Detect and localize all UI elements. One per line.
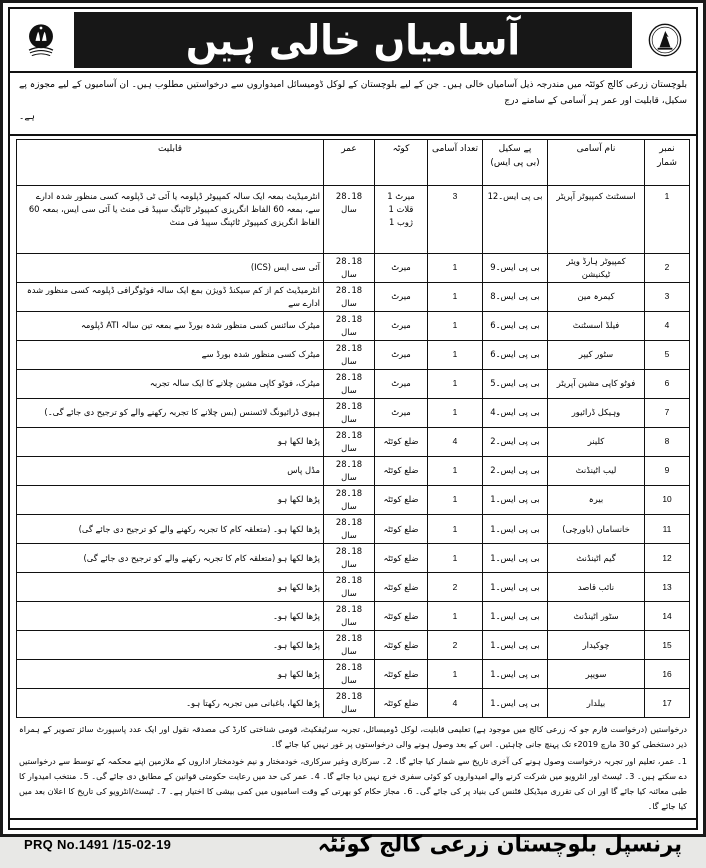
cell-age: 18۔28 سال xyxy=(324,253,375,282)
cell-serial: 17 xyxy=(645,689,690,718)
cell-pay-scale: بی پی ایس۔9 xyxy=(483,253,548,282)
cell-pay-scale: بی پی ایس۔1 xyxy=(483,515,548,544)
cell-quota: ضلع کوئٹہ xyxy=(375,660,428,689)
cell-serial: 9 xyxy=(645,456,690,485)
quota-item: قلات 1 xyxy=(388,203,414,214)
note-item: 2۔ سرکاری وغیر سرکاری، خودمختار و نیم خودمختار اداروں کے ملازمین اپنے محکمہ کے توسط سے درخواستیں دے سکتے ہیں۔ xyxy=(19,756,688,782)
cell-age: 18۔28 سال xyxy=(324,515,375,544)
notes-paragraph: درخواستیں (درخواست فارم جو کہ زرعی کالج میں موجود ہے) تعلیمی قابلیت، لوکل ڈومیسائل، تجربہ سرٹیفکیٹ، قومی شناختی کارڈ کی مصدقہ نقول اور ایک عدد پاسپورٹ سائز تصویر کے ہمراہ ذیر دستخطی کو 30 مارچ 2019ء تک پہنچ جانی چاہئیں۔ اس کے بعد وصول ہونے والی درخواستوں پر غور نہیں کیا جائے گا۔ xyxy=(19,724,687,750)
cell-quota: ضلع کوئٹہ xyxy=(375,485,428,514)
cell-qualification: پڑھا لکھا ہو xyxy=(17,485,324,514)
jobs-table-container xyxy=(10,136,696,719)
cell-serial: 5 xyxy=(645,340,690,369)
cell-pay-scale: بی پی ایس۔1 xyxy=(483,573,548,602)
cell-vacancy-count: 1 xyxy=(428,602,483,631)
cell-vacancy-count: 1 xyxy=(428,253,483,282)
signature-principal: پرنسپل بلوچستان زرعی کالج کوئٹہ xyxy=(317,831,682,857)
cell-qualification: پڑھا لکھا ہو xyxy=(17,573,324,602)
cell-post-name: سویپر xyxy=(548,660,645,689)
quota-item: ژوب 1 xyxy=(389,216,413,227)
table-row xyxy=(17,398,690,427)
cell-serial: 13 xyxy=(645,573,690,602)
cell-quota: میرٹ xyxy=(375,369,428,398)
cell-vacancy-count: 1 xyxy=(428,515,483,544)
advertisement-frame xyxy=(8,7,698,857)
cell-serial: 10 xyxy=(645,485,690,514)
cell-qualification: انٹرمیڈیٹ بمعہ ایک سالہ کمپیوٹر ڈپلومہ یا آئی ٹی ڈپلومہ کسی منظور شدہ ادارے سے، بمعہ 60 الفاظ انگریزی کمپیوٹر ٹائپنگ سپیڈ فی منٹ یا آئی سی ایس، بمعہ 60 الفاظ انگریزی کمپیوٹر ٹائپنگ سپیڈ فی منٹ xyxy=(17,185,324,253)
cell-age: 18۔28 سال xyxy=(324,544,375,573)
cell-age: 18۔28 سال xyxy=(324,311,375,340)
header-age: عمر xyxy=(324,139,375,185)
cell-age: 18۔28 سال xyxy=(324,185,375,253)
header-quota: کوٹہ xyxy=(375,139,428,185)
cell-pay-scale: بی پی ایس۔5 xyxy=(483,369,548,398)
note-item: 3۔ ٹیسٹ اور انٹرویو میں شرکت کرنے والے امیدواروں کو کوئی سفری خرچ نہیں دیا جائے گا۔ xyxy=(319,771,635,782)
cell-vacancy-count: 1 xyxy=(428,485,483,514)
note-item: 5۔ منتخب امیدوار کا طبی معائنہ کیا جائے گا اور ان کی تقرری میڈیکل فٹنس کی بنیاد پر کی جائے گی۔ xyxy=(19,771,687,797)
table-row xyxy=(17,573,690,602)
header-pay-scale-sub: (بی پی ایس) xyxy=(490,157,540,168)
cell-age: 18۔28 سال xyxy=(324,282,375,311)
intro-text: بلوچستان زرعی کالج کوئٹہ میں مندرجہ ذیل آسامیاں خالی ہیں۔ جن کے لیے بلوچستان کے لوکل ڈومیسائل امیدواروں سے درخواستیں مطلوب ہیں۔ ان آسامیوں کے لیے مجوزہ پے سکیل، قابلیت اور عمر ہر آسامی کے سامنے درج xyxy=(19,80,687,106)
header-pay-scale-main: پے سکیل xyxy=(498,143,532,154)
table-row xyxy=(17,282,690,311)
cell-qualification: پڑھا لکھا، باغبانی میں تجربہ رکھتا ہو۔ xyxy=(17,689,324,718)
cell-pay-scale: بی پی ایس۔1 xyxy=(483,602,548,631)
cell-vacancy-count: 1 xyxy=(428,369,483,398)
cell-serial: 12 xyxy=(645,544,690,573)
cell-qualification: ہیوی ڈرائیونگ لائسنس (بس چلانے کا تجربہ رکھنے والے کو ترجیح دی جائے گی۔) xyxy=(17,398,324,427)
header-banner xyxy=(10,9,696,73)
cell-pay-scale: بی پی ایس۔1 xyxy=(483,631,548,660)
cell-post-name: سٹور کیپر xyxy=(548,340,645,369)
cell-qualification: پڑھا لکھا ہو xyxy=(17,660,324,689)
prq-number: PRQ No.1491 /15-02-19 xyxy=(24,836,172,852)
cell-vacancy-count: 1 xyxy=(428,340,483,369)
cell-quota: میرٹ xyxy=(375,253,428,282)
cell-pay-scale: بی پی ایس۔2 xyxy=(483,456,548,485)
quota-list xyxy=(378,190,424,229)
cell-post-name: وہیکل ڈرائیور xyxy=(548,398,645,427)
cell-age: 18۔28 سال xyxy=(324,340,375,369)
cell-qualification: آئی سی ایس (ICS) xyxy=(17,253,324,282)
cell-age: 18۔28 سال xyxy=(324,689,375,718)
cell-quota xyxy=(375,185,428,253)
header-qualification: قابلیت xyxy=(17,139,324,185)
cell-quota: ضلع کوئٹہ xyxy=(375,515,428,544)
cell-qualification: پڑھا لکھا ہو۔ xyxy=(17,602,324,631)
cell-post-name: نائب قاصد xyxy=(548,573,645,602)
cell-qualification: پڑھا لکھا ہو۔ xyxy=(17,631,324,660)
cell-post-name: چوکیدار xyxy=(548,631,645,660)
cell-serial: 16 xyxy=(645,660,690,689)
agriculture-college-seal-icon xyxy=(642,17,688,63)
cell-vacancy-count: 1 xyxy=(428,456,483,485)
cell-quota: میرٹ xyxy=(375,282,428,311)
table-row xyxy=(17,253,690,282)
table-row xyxy=(17,456,690,485)
cell-serial: 4 xyxy=(645,311,690,340)
cell-qualification: پڑھا لکھا ہو xyxy=(17,427,324,456)
cell-qualification: پڑھا لکھا ہو۔ (متعلقہ کام کا تجربہ رکھنے والے کو ترجیح دی جائے گی) xyxy=(17,515,324,544)
cell-quota: ضلع کوئٹہ xyxy=(375,427,428,456)
left-logo-container xyxy=(10,9,72,71)
cell-pay-scale: بی پی ایس۔1 xyxy=(483,660,548,689)
cell-post-name: کمپیوٹر ہارڈ ویئر ٹیکنیشن xyxy=(548,253,645,282)
header-post-name: نام آسامی xyxy=(548,139,645,185)
cell-pay-scale: بی پی ایس۔1 xyxy=(483,485,548,514)
banner-title: آسامیاں خالی ہیں xyxy=(185,15,521,65)
cell-quota: ضلع کوئٹہ xyxy=(375,573,428,602)
cell-serial: 11 xyxy=(645,515,690,544)
cell-pay-scale: بی پی ایس۔6 xyxy=(483,340,548,369)
table-row xyxy=(17,660,690,689)
cell-serial: 1 xyxy=(645,185,690,253)
jobs-table xyxy=(16,139,690,719)
right-logo-container xyxy=(634,9,696,71)
cell-pay-scale: بی پی ایس۔4 xyxy=(483,398,548,427)
cell-vacancy-count: 3 xyxy=(428,185,483,253)
cell-qualification: میٹرک، فوٹو کاپی مشین چلانے کا ایک سالہ تجربہ xyxy=(17,369,324,398)
header-pay-scale xyxy=(483,139,548,185)
note-item: 1۔ عمر، تعلیم اور تجربہ درخواست وصول ہونے کی آخری تاریخ سے شمار کیا جائے گا۔ xyxy=(391,756,687,767)
table-row xyxy=(17,311,690,340)
cell-quota: میرٹ xyxy=(375,340,428,369)
cell-vacancy-count: 4 xyxy=(428,689,483,718)
table-row xyxy=(17,689,690,718)
table-row xyxy=(17,515,690,544)
cell-serial: 3 xyxy=(645,282,690,311)
cell-post-name: بیرہ xyxy=(548,485,645,514)
cell-serial: 7 xyxy=(645,398,690,427)
cell-post-name: اسسٹنٹ کمپیوٹر آپریٹر xyxy=(548,185,645,253)
cell-qualification: میٹرک کسی منظور شدہ بورڈ سے xyxy=(17,340,324,369)
cell-post-name: لیب اٹینڈنٹ xyxy=(548,456,645,485)
header-vacancy-count: تعداد آسامی xyxy=(428,139,483,185)
cell-qualification: انٹرمیڈیٹ کم از کم سیکنڈ ڈویژن بمع ایک سالہ فوٹوگرافی ڈپلومہ کسی منظور شدہ ادارے سے xyxy=(17,282,324,311)
cell-quota: ضلع کوئٹہ xyxy=(375,602,428,631)
intro-tail: ہے۔ xyxy=(19,111,35,122)
table-row xyxy=(17,631,690,660)
note-item: 4۔ عمر کی حد میں رعایت حکومتی قوانین کے مطابق دی جائے گی۔ xyxy=(88,771,320,782)
cell-post-name: سٹور اٹینڈنٹ xyxy=(548,602,645,631)
cell-vacancy-count: 2 xyxy=(428,631,483,660)
cell-vacancy-count: 1 xyxy=(428,282,483,311)
cell-pay-scale: بی پی ایس۔6 xyxy=(483,311,548,340)
cell-quota: ضلع کوئٹہ xyxy=(375,689,428,718)
cell-age: 18۔28 سال xyxy=(324,631,375,660)
intro-paragraph xyxy=(10,73,696,136)
cell-serial: 2 xyxy=(645,253,690,282)
cell-quota: ضلع کوئٹہ xyxy=(375,544,428,573)
cell-pay-scale: بی پی ایس۔2 xyxy=(483,427,548,456)
quota-item: میرٹ 1 xyxy=(387,190,415,201)
cell-vacancy-count: 1 xyxy=(428,544,483,573)
cell-post-name: کیمرہ مین xyxy=(548,282,645,311)
cell-serial: 6 xyxy=(645,369,690,398)
table-row xyxy=(17,427,690,456)
cell-quota: ضلع کوئٹہ xyxy=(375,456,428,485)
cell-age: 18۔28 سال xyxy=(324,369,375,398)
table-row xyxy=(17,544,690,573)
cell-quota: ضلع کوئٹہ xyxy=(375,631,428,660)
cell-pay-scale: بی پی ایس۔8 xyxy=(483,282,548,311)
cell-qualification: مڈل پاس xyxy=(17,456,324,485)
cell-age: 18۔28 سال xyxy=(324,427,375,456)
cell-age: 18۔28 سال xyxy=(324,398,375,427)
table-row xyxy=(17,602,690,631)
cell-vacancy-count: 4 xyxy=(428,427,483,456)
cell-age: 18۔28 سال xyxy=(324,602,375,631)
cell-vacancy-count: 1 xyxy=(428,398,483,427)
cell-qualification: پڑھا لکھا ہو (متعلقہ کام کا تجربہ رکھنے والے کو ترجیح دی جائے گی) xyxy=(17,544,324,573)
jobs-table-head xyxy=(17,139,690,185)
cell-qualification: میٹرک سائنس کسی منظور شدہ بورڈ سے بمعہ تین سالہ ATI ڈپلومہ xyxy=(17,311,324,340)
cell-quota: میرٹ xyxy=(375,311,428,340)
cell-post-name: فوٹو کاپی مشین آپریٹر xyxy=(548,369,645,398)
notes-list xyxy=(19,754,687,814)
cell-post-name: کلینر xyxy=(548,427,645,456)
header-serial: نمبر شمار xyxy=(645,139,690,185)
cell-post-name: فیلڈ اسسٹنٹ xyxy=(548,311,645,340)
cell-age: 18۔28 سال xyxy=(324,660,375,689)
cell-serial: 14 xyxy=(645,602,690,631)
table-row xyxy=(17,369,690,398)
cell-vacancy-count: 2 xyxy=(428,573,483,602)
banner-title-bar xyxy=(74,12,632,68)
cell-post-name: خانساماں (باورچی) xyxy=(548,515,645,544)
cell-vacancy-count: 1 xyxy=(428,311,483,340)
table-row xyxy=(17,485,690,514)
cell-age: 18۔28 سال xyxy=(324,456,375,485)
cell-post-name: بیلدار xyxy=(548,689,645,718)
table-header-row xyxy=(17,139,690,185)
cell-pay-scale: بی پی ایس۔1 xyxy=(483,689,548,718)
cell-pay-scale: بی پی ایس۔1 xyxy=(483,544,548,573)
note-item: 7۔ ٹیسٹ/انٹرویو کی تاریخ کا اعلان بعد میں کیا جائے گا۔ xyxy=(19,786,687,812)
table-row xyxy=(17,185,690,253)
cell-post-name: گیم اٹینڈنٹ xyxy=(548,544,645,573)
jobs-table-body xyxy=(17,185,690,718)
cell-pay-scale: بی پی ایس۔12 xyxy=(483,185,548,253)
cell-quota: میرٹ xyxy=(375,398,428,427)
table-row xyxy=(17,340,690,369)
cell-serial: 15 xyxy=(645,631,690,660)
notes-section xyxy=(10,718,696,818)
cell-serial: 8 xyxy=(645,427,690,456)
note-item: 6۔ مجاز حکام کو بھرتی کے وقت اسامیوں میں کمی بیشی کا اختیار ہے۔ xyxy=(166,786,413,797)
balochistan-govt-emblem-icon xyxy=(18,17,64,63)
footer-bar xyxy=(10,818,696,868)
cell-age: 18۔28 سال xyxy=(324,485,375,514)
cell-age: 18۔28 سال xyxy=(324,573,375,602)
cell-vacancy-count: 1 xyxy=(428,660,483,689)
